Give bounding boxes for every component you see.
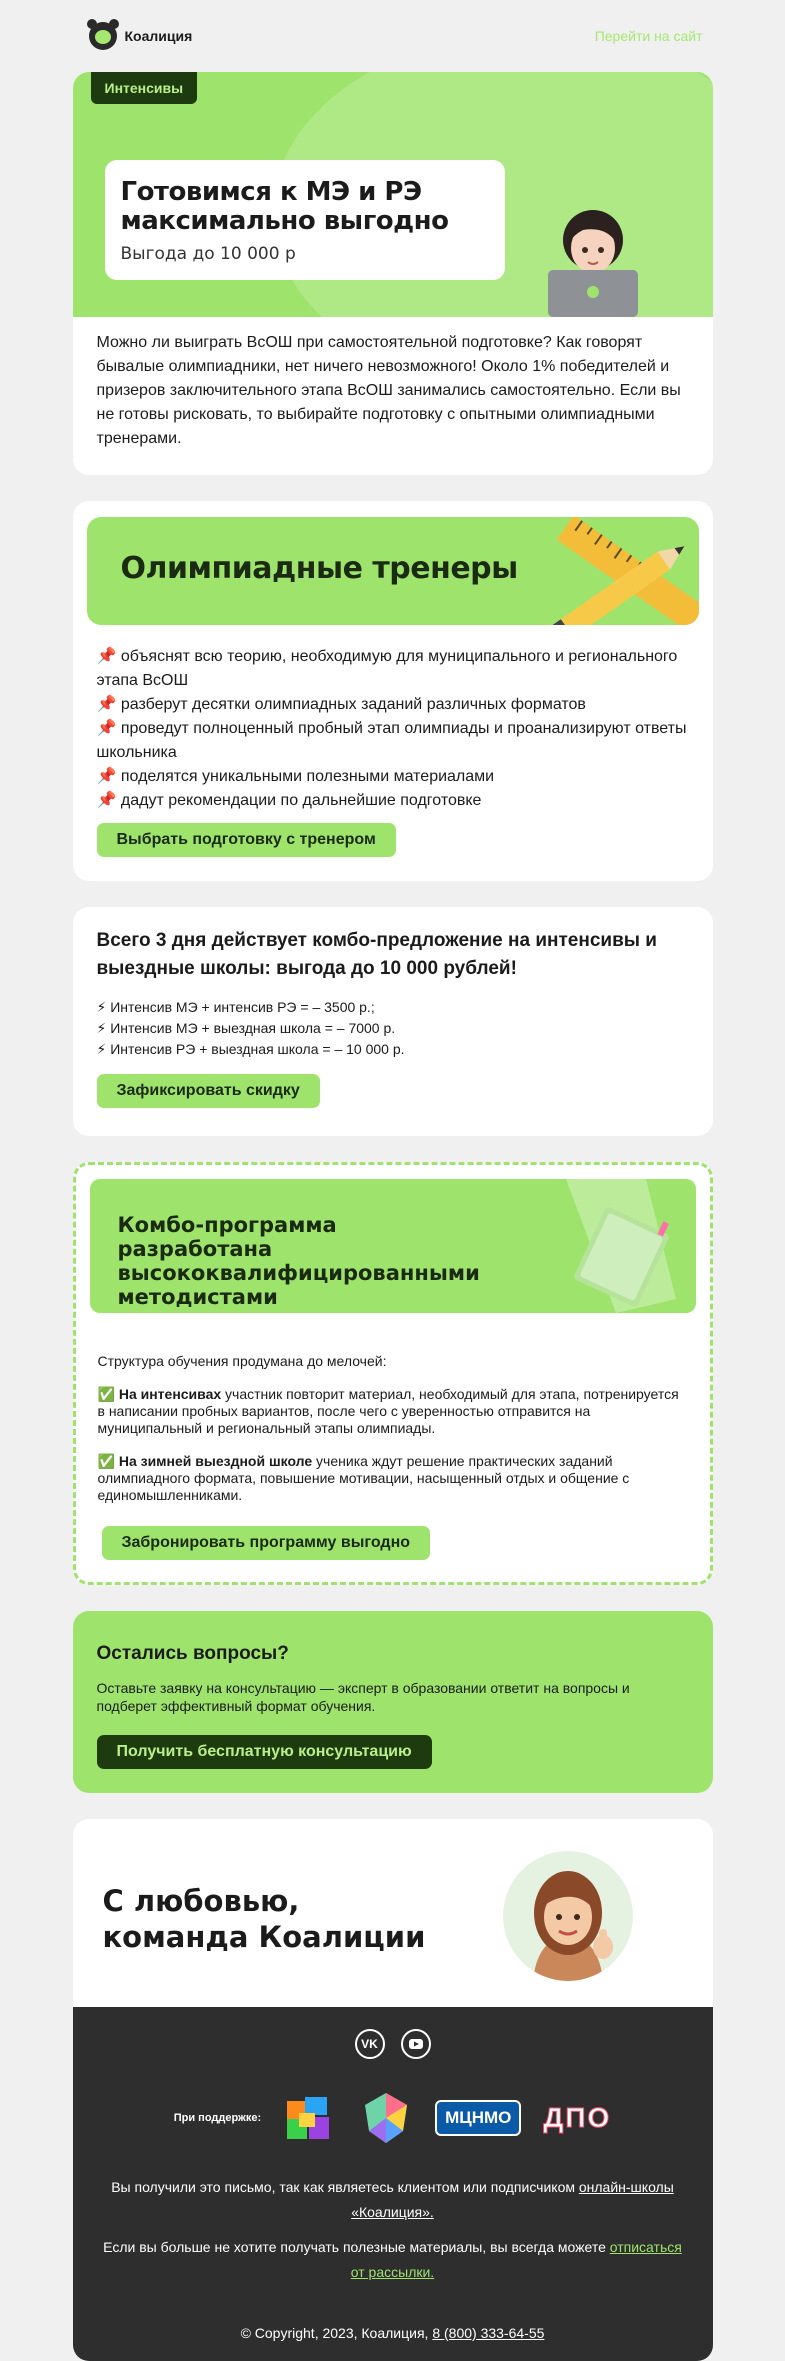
hero-banner <box>73 72 713 317</box>
hero-title-line2: максимально выгодно <box>120 206 449 237</box>
combo-line: ⚡ Интенсив МЭ + выездная школа = – 7000 р. <box>96 1020 396 1036</box>
program-p2-text: ученика ждут решение практических заданий олимпиадного формата, повышение мотивации, насыщенный отдых и общение с единомышленниками. <box>97 1453 630 1503</box>
list-item: 📌 дадут рекомендации по дальнейшие подготовке <box>96 792 482 809</box>
logo[interactable] <box>89 22 193 50</box>
unsubscribe-link[interactable]: отписаться от рассылки. <box>350 2239 682 2280</box>
check-icon: ✅ <box>97 1386 115 1402</box>
topbar <box>73 0 713 72</box>
hero-title <box>121 178 489 236</box>
program-banner <box>90 1179 696 1313</box>
cube-logo-icon <box>283 2093 337 2143</box>
signature-text <box>103 1883 426 1955</box>
coaches-card <box>73 501 713 881</box>
fix-discount-button[interactable]: Зафиксировать скидку <box>97 1074 320 1108</box>
questions-title: Остались вопросы? <box>96 1643 289 1664</box>
vk-icon[interactable]: VK <box>355 2029 385 2059</box>
questions-text: Оставьте заявку на консультацию — эксперт в образовании ответит на вопросы и подберет эффективный формат обучения. <box>96 1680 630 1714</box>
school-link[interactable]: онлайн-школы «Коалиция». <box>351 2179 674 2220</box>
youtube-icon[interactable] <box>401 2029 431 2059</box>
program-intro: Структура обучения продумана до мелочей: <box>97 1353 387 1369</box>
coaches-list <box>73 625 713 813</box>
avatar <box>503 1851 633 1981</box>
hero-box <box>105 160 505 280</box>
social-links <box>103 2029 683 2059</box>
support-label: При поддержке: <box>173 2112 262 2124</box>
partners <box>103 2091 683 2145</box>
list-item: 📌 разберут десятки олимпиадных заданий различных форматов <box>96 696 586 713</box>
hero-title-line1: Готовимся к МЭ и РЭ <box>120 177 422 207</box>
free-consultation-button[interactable]: Получить бесплатную консультацию <box>97 1735 432 1769</box>
program-paragraph-intensive <box>90 1386 696 1437</box>
koala-logo-icon <box>89 22 117 50</box>
star-logo-icon <box>359 2091 413 2145</box>
combo-title: Всего 3 дня действует комбо-предложение на интенсивы и выездные школы: выгода до 10 000 рублей! <box>96 930 657 979</box>
program-card <box>73 1162 713 1585</box>
list-item: 📌 поделятся уникальными полезными материалами <box>96 768 495 785</box>
hero-card <box>73 72 713 475</box>
book-program-button[interactable]: Забронировать программу выгодно <box>102 1526 431 1560</box>
list-item: 📌 объяснят всю теорию, необходимую для муниципального и регионального этапа ВсОШ <box>96 648 678 689</box>
list-item: 📌 проведут полноценный пробный этап олимпиады и проанализируют ответы школьника <box>96 720 687 761</box>
combo-card <box>73 907 713 1136</box>
site-link[interactable]: Перейти на сайт <box>594 28 703 44</box>
books-icon <box>536 1179 686 1313</box>
dpo-logo: ДПО <box>543 2102 612 2133</box>
mcnmo-logo: МЦНМО <box>435 2100 521 2136</box>
notice-prefix: Вы получили это письмо, так как являетесь клиентом или подписчиком <box>111 2179 579 2195</box>
program-paragraph-school <box>90 1453 696 1504</box>
choose-coach-button[interactable]: Выбрать подготовку с тренером <box>97 823 396 857</box>
signature-line2: команда Коалиции <box>102 1920 426 1954</box>
unsubscribe-prefix: Если вы больше не хотите получать полезные материалы, вы всегда можете <box>103 2239 610 2255</box>
unsubscribe-text <box>103 2235 683 2285</box>
program-p1-text: участник повторит материал, необходимый для этапа, потренируется в написании пробных вариантов, после чего с уверенностью отправится на муниципальный и региональный этапы олимпиады. <box>97 1386 679 1436</box>
footer <box>73 2007 713 2361</box>
phone-link[interactable]: 8 (800) 333-64-55 <box>432 2325 545 2341</box>
hero-tag: Интенсивы <box>91 72 198 104</box>
signature-line1: С любовью, <box>102 1884 300 1918</box>
hero-subtitle: Выгода до 10 000 р <box>120 244 296 265</box>
email-wrapper <box>73 0 713 2361</box>
coaches-title: Олимпиадные тренеры <box>120 551 518 586</box>
program-title: Комбо-программа разработана высококвалифицированными методистами <box>117 1213 480 1309</box>
hero-intro: Можно ли выиграть ВсОШ при самостоятельной подготовке? Как говорят бывалые олимпиадники, нет ничего невозможного! Около 1% победителей и призеров заключительного этапа ВсОШ занимались самостоятельно. Если вы не готовы рисковать, то выбирайте подготовку с опытными олимпиадными тренерами. <box>96 334 681 447</box>
copyright-text: © Copyright, 2023, Коалиция, <box>240 2325 433 2341</box>
coaches-banner <box>87 517 699 625</box>
check-icon: ✅ <box>97 1453 115 1469</box>
copyright <box>103 2325 683 2341</box>
signature-card <box>73 1819 713 2007</box>
combo-line: ⚡ Интенсив РЭ + выездная школа = – 10 000 р. <box>96 1041 405 1057</box>
logo-text: Коалиция <box>124 28 193 44</box>
program-p2-bold: На зимней выездной школе <box>118 1453 313 1469</box>
notice-text <box>103 2175 683 2225</box>
woman-thumbs-up-icon <box>503 1851 633 1981</box>
questions-card <box>73 1611 713 1793</box>
combo-line: ⚡ Интенсив МЭ + интенсив РЭ = – 3500 р.; <box>96 999 375 1015</box>
girl-laptop-icon <box>543 192 643 317</box>
ruler-pencil-icon <box>515 517 699 625</box>
program-p1-bold: На интенсивах <box>118 1386 222 1402</box>
